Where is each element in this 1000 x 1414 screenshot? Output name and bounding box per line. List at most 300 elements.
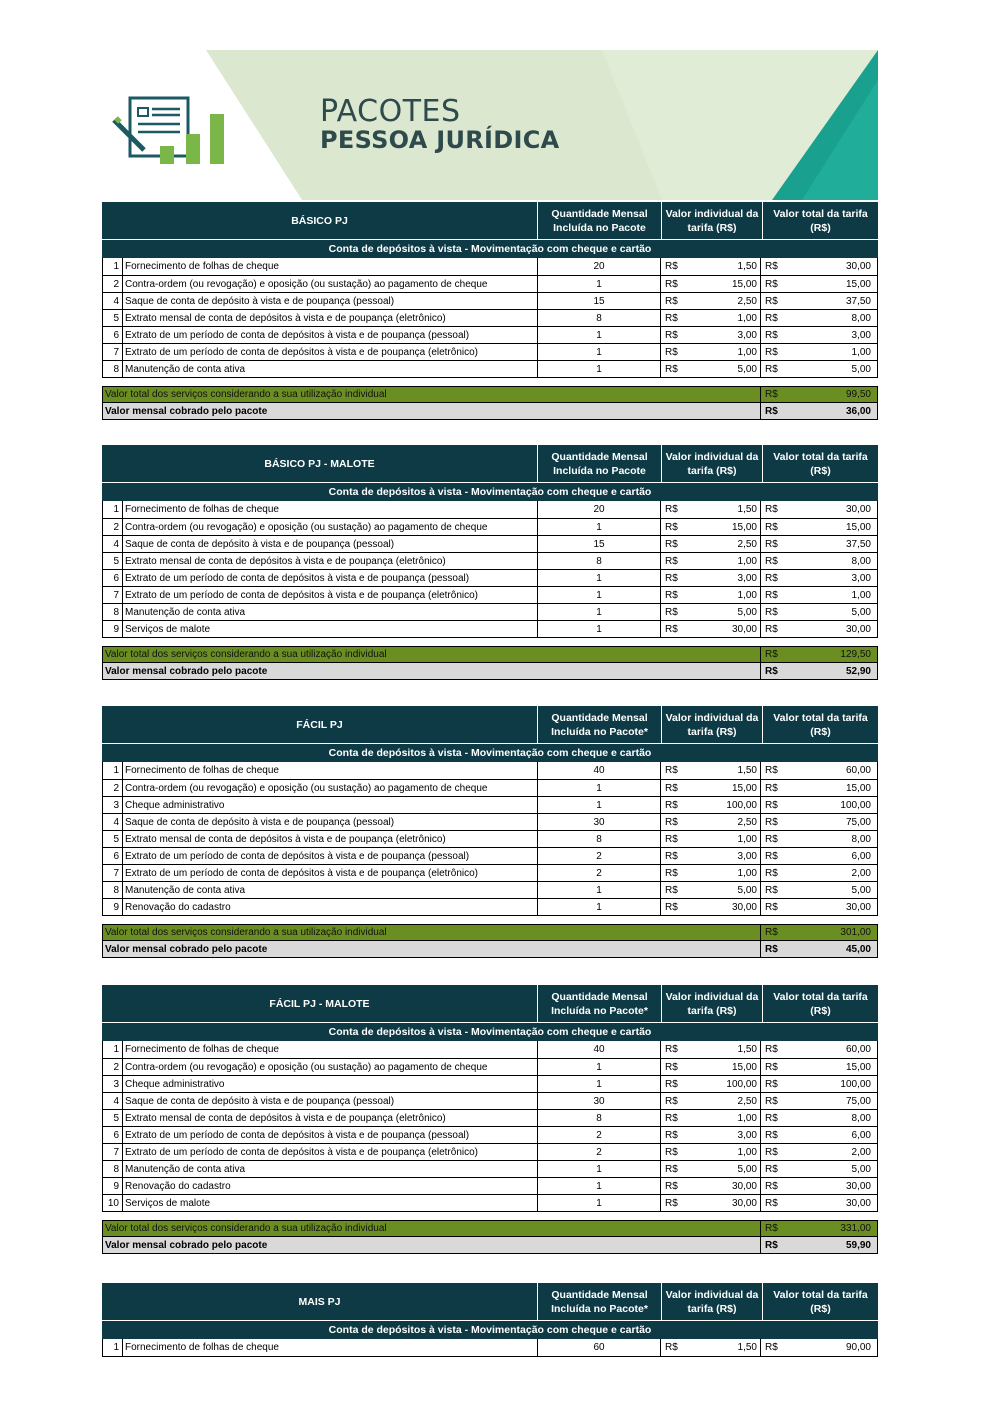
row-number: 2	[103, 780, 123, 796]
total-price: 8,00	[851, 555, 871, 567]
included-quantity: 8	[538, 1110, 661, 1126]
currency-symbol: R$	[665, 572, 678, 584]
row-number: 7	[103, 344, 123, 360]
total-price: 5,00	[851, 606, 871, 618]
package-name: MAIS PJ	[102, 1283, 538, 1320]
col-qty-header: Quantidade Mensal Incluída no Pacote*	[538, 985, 662, 1022]
table-row	[103, 1143, 877, 1160]
row-number: 1	[103, 1041, 123, 1058]
currency-symbol: R$	[665, 1044, 678, 1055]
package-header	[102, 445, 878, 482]
currency-symbol: R$	[765, 665, 778, 677]
total-price: 60,00	[845, 765, 871, 776]
package-subtitle: Conta de depósitos à vista - Movimentação com cheque e cartão	[102, 1022, 878, 1041]
table-row	[103, 275, 877, 292]
service-description: Extrato de um período de conta de depósitos à vista e de poupança (eletrônico)	[123, 344, 538, 360]
unit-price: 2,50	[691, 536, 761, 552]
included-quantity: 8	[538, 831, 661, 847]
currency-symbol: R$	[665, 1061, 678, 1073]
service-description: Fornecimento de folhas de cheque	[123, 1041, 538, 1058]
included-quantity: 30	[538, 814, 661, 830]
service-description: Manutenção de conta ativa	[123, 361, 538, 377]
currency-symbol: R$	[765, 649, 778, 660]
currency-symbol: R$	[765, 867, 778, 879]
table-row	[103, 864, 877, 881]
total-price: 5,00	[851, 363, 871, 375]
currency-symbol: R$	[765, 572, 778, 584]
table-row	[103, 1126, 877, 1143]
currency-symbol: R$	[765, 1112, 778, 1124]
currency-symbol: R$	[665, 504, 678, 515]
service-rows	[102, 1339, 878, 1357]
row-number: 7	[103, 1144, 123, 1160]
package-header	[102, 1283, 878, 1320]
included-quantity: 1	[538, 604, 661, 620]
services-total-row	[102, 386, 878, 403]
services-total-label: Valor total dos serviços considerando a sua utilização individual	[103, 1221, 761, 1236]
services-total-value: 99,50	[845, 389, 871, 400]
unit-price: 15,00	[691, 519, 761, 535]
col-qty-header: Quantidade Mensal Incluída no Pacote	[538, 202, 662, 239]
col-qty-header: Quantidade Mensal Incluída no Pacote*	[538, 706, 662, 743]
unit-price: 1,00	[691, 865, 761, 881]
unit-price: 3,00	[691, 570, 761, 586]
service-description: Saque de conta de depósito à vista e de poupança (pessoal)	[123, 293, 538, 309]
service-description: Extrato de um período de conta de depósitos à vista e de poupança (pessoal)	[123, 327, 538, 343]
currency-symbol: R$	[765, 782, 778, 794]
row-number: 1	[103, 501, 123, 518]
package-name: FÁCIL PJ - MALOTE	[102, 985, 538, 1022]
service-description: Saque de conta de depósito à vista e de poupança (pessoal)	[123, 536, 538, 552]
row-number: 8	[103, 604, 123, 620]
currency-symbol: R$	[765, 589, 778, 601]
total-price: 90,00	[845, 1342, 871, 1353]
unit-price: 5,00	[691, 882, 761, 898]
package-fee-label: Valor mensal cobrado pelo pacote	[103, 1237, 761, 1253]
row-number: 3	[103, 1076, 123, 1092]
service-description: Renovação do cadastro	[123, 899, 538, 915]
row-number: 9	[103, 621, 123, 637]
service-description: Manutenção de conta ativa	[123, 604, 538, 620]
package-fee-value: 59,90	[845, 1239, 871, 1251]
table-row	[103, 343, 877, 360]
package-subtitle: Conta de depósitos à vista - Movimentação com cheque e cartão	[102, 239, 878, 258]
services-total-label: Valor total dos serviços considerando a sua utilização individual	[103, 925, 761, 940]
total-price: 15,00	[845, 782, 871, 794]
total-price: 15,00	[845, 521, 871, 533]
row-number: 8	[103, 1161, 123, 1177]
currency-symbol: R$	[665, 538, 678, 550]
col-unit-header: Valor individual da tarifa (R$)	[662, 706, 763, 743]
unit-price: 15,00	[691, 780, 761, 796]
unit-price: 100,00	[691, 797, 761, 813]
document-chart-icon	[110, 94, 230, 166]
unit-price: 1,50	[691, 258, 761, 275]
service-description: Contra-ordem (ou revogação) e oposição (ou sustação) ao pagamento de cheque	[123, 780, 538, 796]
included-quantity: 1	[538, 570, 661, 586]
package-header	[102, 706, 878, 743]
col-unit-header: Valor individual da tarifa (R$)	[662, 1283, 763, 1320]
included-quantity: 30	[538, 1093, 661, 1109]
currency-symbol: R$	[765, 901, 778, 913]
included-quantity: 1	[538, 621, 661, 637]
row-number: 2	[103, 519, 123, 535]
included-quantity: 2	[538, 1127, 661, 1143]
currency-symbol: R$	[665, 1129, 678, 1141]
included-quantity: 8	[538, 553, 661, 569]
services-total-value: 301,00	[840, 927, 871, 938]
row-number: 3	[103, 797, 123, 813]
service-description: Fornecimento de folhas de cheque	[123, 258, 538, 275]
currency-symbol: R$	[765, 1180, 778, 1192]
currency-symbol: R$	[665, 1342, 678, 1353]
package-table	[102, 1283, 878, 1357]
table-row	[103, 1160, 877, 1177]
included-quantity: 1	[538, 1059, 661, 1075]
currency-symbol: R$	[665, 1095, 678, 1107]
currency-symbol: R$	[665, 833, 678, 845]
currency-symbol: R$	[765, 1163, 778, 1175]
included-quantity: 1	[538, 1178, 661, 1194]
total-price: 75,00	[845, 816, 871, 828]
row-number: 7	[103, 587, 123, 603]
unit-price: 30,00	[691, 899, 761, 915]
included-quantity: 60	[538, 1339, 661, 1356]
service-rows	[102, 1041, 878, 1212]
services-total-label: Valor total dos serviços considerando a sua utilização individual	[103, 647, 761, 662]
row-number: 6	[103, 848, 123, 864]
total-price: 3,00	[851, 329, 871, 341]
unit-price: 5,00	[691, 604, 761, 620]
unit-price: 2,50	[691, 293, 761, 309]
table-row	[103, 535, 877, 552]
banner-title-line2: PESSOA JURÍDICA	[320, 126, 560, 154]
col-qty-header: Quantidade Mensal Incluída no Pacote*	[538, 1283, 662, 1320]
currency-symbol: R$	[765, 1239, 778, 1251]
table-row	[103, 1109, 877, 1126]
col-qty-header: Quantidade Mensal Incluída no Pacote	[538, 445, 662, 482]
currency-symbol: R$	[665, 867, 678, 879]
col-unit-header: Valor individual da tarifa (R$)	[662, 202, 763, 239]
service-description: Cheque administrativo	[123, 797, 538, 813]
row-number: 5	[103, 553, 123, 569]
currency-symbol: R$	[665, 363, 678, 375]
total-price: 30,00	[845, 623, 871, 635]
package-name: BÁSICO PJ - MALOTE	[102, 445, 538, 482]
currency-symbol: R$	[665, 346, 678, 358]
total-price: 5,00	[851, 884, 871, 896]
total-price: 30,00	[845, 1197, 871, 1209]
currency-symbol: R$	[765, 278, 778, 290]
table-row	[103, 309, 877, 326]
currency-symbol: R$	[765, 1061, 778, 1073]
service-description: Extrato mensal de conta de depósitos à vista e de poupança (eletrônico)	[123, 553, 538, 569]
currency-symbol: R$	[765, 1095, 778, 1107]
included-quantity: 15	[538, 293, 661, 309]
service-description: Contra-ordem (ou revogação) e oposição (ou sustação) ao pagamento de cheque	[123, 519, 538, 535]
currency-symbol: R$	[765, 884, 778, 896]
included-quantity: 1	[538, 276, 661, 292]
row-number: 6	[103, 327, 123, 343]
services-total-value: 129,50	[840, 649, 871, 660]
unit-price: 1,00	[691, 553, 761, 569]
package-table	[102, 445, 878, 680]
currency-symbol: R$	[765, 389, 778, 400]
service-description: Saque de conta de depósito à vista e de poupança (pessoal)	[123, 814, 538, 830]
currency-symbol: R$	[665, 884, 678, 896]
package-subtitle: Conta de depósitos à vista - Movimentação com cheque e cartão	[102, 743, 878, 762]
currency-symbol: R$	[765, 1146, 778, 1158]
included-quantity: 15	[538, 536, 661, 552]
table-row	[103, 518, 877, 535]
currency-symbol: R$	[765, 1197, 778, 1209]
row-number: 5	[103, 1110, 123, 1126]
service-description: Fornecimento de folhas de cheque	[123, 762, 538, 779]
service-rows	[102, 258, 878, 378]
currency-symbol: R$	[765, 799, 778, 811]
package-table	[102, 985, 878, 1254]
total-price: 37,50	[845, 538, 871, 550]
currency-symbol: R$	[665, 901, 678, 913]
unit-price: 2,50	[691, 1093, 761, 1109]
unit-price: 100,00	[691, 1076, 761, 1092]
table-row	[103, 830, 877, 847]
total-price: 2,00	[851, 867, 871, 879]
currency-symbol: R$	[665, 278, 678, 290]
table-row	[103, 258, 877, 275]
table-row	[103, 1041, 877, 1058]
table-row	[103, 569, 877, 586]
row-number: 8	[103, 361, 123, 377]
unit-price: 15,00	[691, 1059, 761, 1075]
currency-symbol: R$	[765, 295, 778, 307]
row-number: 1	[103, 762, 123, 779]
row-number: 1	[103, 258, 123, 275]
total-price: 3,00	[851, 572, 871, 584]
col-total-header: Valor total da tarifa (R$)	[773, 207, 868, 234]
total-price: 30,00	[845, 1180, 871, 1192]
services-total-label: Valor total dos serviços considerando a sua utilização individual	[103, 387, 761, 402]
currency-symbol: R$	[665, 816, 678, 828]
package-header	[102, 202, 878, 239]
currency-symbol: R$	[765, 1044, 778, 1055]
total-price: 6,00	[851, 1129, 871, 1141]
table-row	[103, 779, 877, 796]
service-description: Serviços de malote	[123, 621, 538, 637]
header-banner	[102, 50, 878, 200]
unit-price: 1,00	[691, 1144, 761, 1160]
included-quantity: 40	[538, 762, 661, 779]
currency-symbol: R$	[765, 765, 778, 776]
included-quantity: 40	[538, 1041, 661, 1058]
currency-symbol: R$	[765, 943, 778, 955]
unit-price: 3,00	[691, 327, 761, 343]
unit-price: 15,00	[691, 276, 761, 292]
package-fee-value: 52,90	[845, 665, 871, 677]
included-quantity: 8	[538, 310, 661, 326]
col-total-header: Valor total da tarifa (R$)	[773, 711, 868, 738]
banner-title-line1: PACOTES	[320, 94, 461, 129]
currency-symbol: R$	[665, 782, 678, 794]
package-fee-row	[102, 941, 878, 958]
currency-symbol: R$	[665, 1078, 678, 1090]
table-row	[103, 1339, 877, 1356]
included-quantity: 1	[538, 587, 661, 603]
services-total-row	[102, 1220, 878, 1237]
currency-symbol: R$	[665, 1163, 678, 1175]
unit-price: 30,00	[691, 1178, 761, 1194]
currency-symbol: R$	[665, 295, 678, 307]
package-subtitle: Conta de depósitos à vista - Movimentação com cheque e cartão	[102, 1320, 878, 1339]
table-row	[103, 813, 877, 830]
unit-price: 1,50	[691, 1339, 761, 1356]
col-total-header: Valor total da tarifa (R$)	[773, 1288, 868, 1315]
currency-symbol: R$	[765, 346, 778, 358]
table-row	[103, 552, 877, 569]
unit-price: 3,00	[691, 848, 761, 864]
currency-symbol: R$	[765, 261, 778, 272]
package-fee-label: Valor mensal cobrado pelo pacote	[103, 403, 761, 419]
total-price: 30,00	[845, 504, 871, 515]
included-quantity: 2	[538, 865, 661, 881]
included-quantity: 1	[538, 1161, 661, 1177]
included-quantity: 1	[538, 361, 661, 377]
currency-symbol: R$	[765, 555, 778, 567]
included-quantity: 20	[538, 258, 661, 275]
currency-symbol: R$	[765, 606, 778, 618]
included-quantity: 1	[538, 344, 661, 360]
currency-symbol: R$	[765, 363, 778, 375]
services-total-value: 331,00	[840, 1223, 871, 1234]
package-fee-value: 45,00	[845, 943, 871, 955]
currency-symbol: R$	[665, 850, 678, 862]
unit-price: 1,50	[691, 1041, 761, 1058]
currency-symbol: R$	[665, 555, 678, 567]
unit-price: 1,50	[691, 762, 761, 779]
package-name: FÁCIL PJ	[102, 706, 538, 743]
included-quantity: 2	[538, 848, 661, 864]
service-rows	[102, 762, 878, 916]
row-number: 10	[103, 1195, 123, 1211]
unit-price: 5,00	[691, 361, 761, 377]
table-row	[103, 360, 877, 377]
currency-symbol: R$	[665, 623, 678, 635]
currency-symbol: R$	[665, 589, 678, 601]
currency-symbol: R$	[665, 1197, 678, 1209]
service-description: Fornecimento de folhas de cheque	[123, 1339, 538, 1356]
included-quantity: 2	[538, 1144, 661, 1160]
row-number: 7	[103, 865, 123, 881]
package-fee-value: 36,00	[845, 405, 871, 417]
table-row	[103, 1092, 877, 1109]
currency-symbol: R$	[665, 765, 678, 776]
currency-symbol: R$	[765, 1129, 778, 1141]
col-unit-header: Valor individual da tarifa (R$)	[662, 445, 763, 482]
total-price: 2,00	[851, 1146, 871, 1158]
total-price: 8,00	[851, 833, 871, 845]
currency-symbol: R$	[765, 521, 778, 533]
table-row	[103, 586, 877, 603]
unit-price: 1,00	[691, 310, 761, 326]
table-row	[103, 292, 877, 309]
currency-symbol: R$	[765, 405, 778, 417]
table-row	[103, 1075, 877, 1092]
table-row	[103, 1058, 877, 1075]
total-price: 37,50	[845, 295, 871, 307]
currency-symbol: R$	[765, 1223, 778, 1234]
included-quantity: 1	[538, 327, 661, 343]
currency-symbol: R$	[765, 850, 778, 862]
total-price: 8,00	[851, 1112, 871, 1124]
total-price: 100,00	[840, 1078, 871, 1090]
currency-symbol: R$	[665, 329, 678, 341]
row-number: 6	[103, 570, 123, 586]
currency-symbol: R$	[665, 1180, 678, 1192]
service-description: Extrato de um período de conta de depósitos à vista e de poupança (eletrônico)	[123, 1144, 538, 1160]
table-row	[103, 881, 877, 898]
row-number: 2	[103, 276, 123, 292]
unit-price: 2,50	[691, 814, 761, 830]
total-price: 15,00	[845, 1061, 871, 1073]
package-name: BÁSICO PJ	[102, 202, 538, 239]
currency-symbol: R$	[765, 312, 778, 324]
package-fee-row	[102, 663, 878, 680]
row-number: 9	[103, 1178, 123, 1194]
total-price: 60,00	[845, 1044, 871, 1055]
currency-symbol: R$	[665, 606, 678, 618]
table-row	[103, 501, 877, 518]
row-number: 2	[103, 1059, 123, 1075]
service-description: Renovação do cadastro	[123, 1178, 538, 1194]
service-description: Extrato de um período de conta de depósitos à vista e de poupança (eletrônico)	[123, 587, 538, 603]
service-description: Contra-ordem (ou revogação) e oposição (ou sustação) ao pagamento de cheque	[123, 1059, 538, 1075]
table-row	[103, 1194, 877, 1211]
included-quantity: 1	[538, 797, 661, 813]
total-price: 8,00	[851, 312, 871, 324]
row-number: 5	[103, 310, 123, 326]
included-quantity: 1	[538, 1195, 661, 1211]
service-description: Fornecimento de folhas de cheque	[123, 501, 538, 518]
included-quantity: 1	[538, 899, 661, 915]
service-description: Contra-ordem (ou revogação) e oposição (ou sustação) ao pagamento de cheque	[123, 276, 538, 292]
currency-symbol: R$	[765, 1342, 778, 1353]
currency-symbol: R$	[765, 833, 778, 845]
total-price: 100,00	[840, 799, 871, 811]
total-price: 75,00	[845, 1095, 871, 1107]
package-table	[102, 202, 878, 420]
services-total-row	[102, 646, 878, 663]
total-price: 15,00	[845, 278, 871, 290]
total-price: 6,00	[851, 850, 871, 862]
package-fee-label: Valor mensal cobrado pelo pacote	[103, 663, 761, 679]
table-row	[103, 762, 877, 779]
currency-symbol: R$	[765, 623, 778, 635]
service-description: Saque de conta de depósito à vista e de poupança (pessoal)	[123, 1093, 538, 1109]
currency-symbol: R$	[665, 312, 678, 324]
package-fee-row	[102, 403, 878, 420]
service-description: Cheque administrativo	[123, 1076, 538, 1092]
unit-price: 5,00	[691, 1161, 761, 1177]
currency-symbol: R$	[665, 1112, 678, 1124]
service-description: Extrato mensal de conta de depósitos à vista e de poupança (eletrônico)	[123, 310, 538, 326]
service-description: Extrato de um período de conta de depósitos à vista e de poupança (pessoal)	[123, 1127, 538, 1143]
included-quantity: 1	[538, 882, 661, 898]
service-description: Extrato de um período de conta de depósitos à vista e de poupança (pessoal)	[123, 570, 538, 586]
service-rows	[102, 501, 878, 638]
package-subtitle: Conta de depósitos à vista - Movimentação com cheque e cartão	[102, 482, 878, 501]
package-fee-row	[102, 1237, 878, 1254]
unit-price: 1,00	[691, 831, 761, 847]
